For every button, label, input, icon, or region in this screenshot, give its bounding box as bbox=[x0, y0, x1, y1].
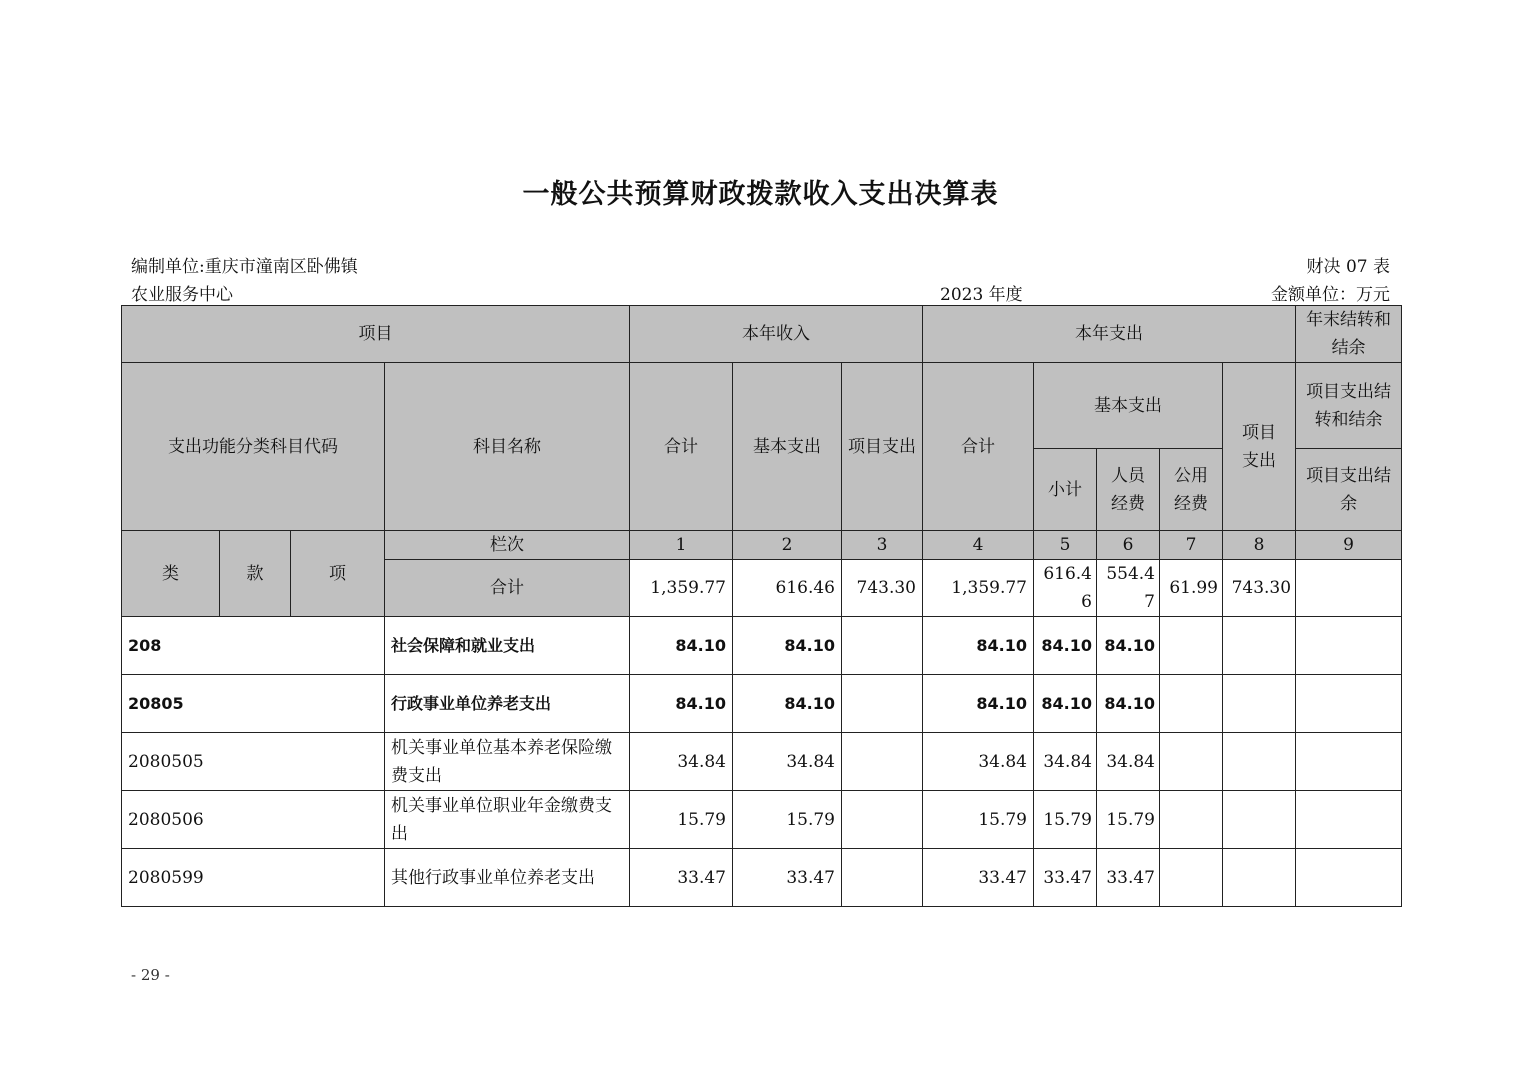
table-cell bbox=[1160, 849, 1223, 907]
table-cell: 34.84 bbox=[1097, 733, 1160, 791]
table-row bbox=[122, 733, 1402, 791]
page-number: - 29 - bbox=[131, 966, 170, 984]
header-expense: 本年支出 bbox=[923, 306, 1296, 363]
table-cell bbox=[1296, 849, 1402, 907]
table-cell bbox=[842, 617, 923, 675]
header-xiang: 项 bbox=[291, 531, 385, 617]
table-cell: 33.47 bbox=[923, 849, 1034, 907]
table-cell: 84.10 bbox=[1097, 617, 1160, 675]
col-num: 5 bbox=[1034, 531, 1097, 560]
header-func-code: 支出功能分类科目代码 bbox=[122, 363, 385, 531]
col-num: 9 bbox=[1296, 531, 1402, 560]
table-cell: 616.46 bbox=[733, 560, 842, 617]
form-code: 财决 07 表 bbox=[1306, 257, 1390, 277]
table-row bbox=[122, 791, 1402, 849]
header-kuan: 款 bbox=[220, 531, 291, 617]
table-row bbox=[122, 617, 1402, 675]
table-cell bbox=[842, 733, 923, 791]
header-income-basic: 基本支出 bbox=[733, 363, 842, 531]
table-cell bbox=[842, 675, 923, 733]
subject-name: 社会保障和就业支出 bbox=[385, 617, 630, 675]
table-cell: 34.84 bbox=[923, 733, 1034, 791]
header-column-seq: 栏次 bbox=[385, 531, 630, 560]
table-cell bbox=[1296, 560, 1402, 617]
col-num: 3 bbox=[842, 531, 923, 560]
subject-code: 2080505 bbox=[122, 733, 385, 791]
header-public: 公用经费 bbox=[1160, 449, 1223, 531]
header-income-project: 项目支出 bbox=[842, 363, 923, 531]
table-cell: 84.10 bbox=[1034, 617, 1097, 675]
compiling-unit: 编制单位:重庆市潼南区卧佛镇 bbox=[131, 257, 358, 277]
table-cell bbox=[1223, 675, 1296, 733]
header-personnel: 人员经费 bbox=[1097, 449, 1160, 531]
table-cell: 84.10 bbox=[630, 675, 733, 733]
table-cell bbox=[1160, 733, 1223, 791]
table-cell: 554.47 bbox=[1097, 560, 1160, 617]
subject-code: 20805 bbox=[122, 675, 385, 733]
col-num: 7 bbox=[1160, 531, 1223, 560]
table-cell: 33.47 bbox=[733, 849, 842, 907]
table-cell bbox=[1223, 849, 1296, 907]
subject-name: 机关事业单位基本养老保险缴费支出 bbox=[385, 733, 630, 791]
table-cell bbox=[1160, 791, 1223, 849]
fiscal-year: 2023 年度 bbox=[940, 285, 1023, 305]
table-cell bbox=[1223, 733, 1296, 791]
col-num: 2 bbox=[733, 531, 842, 560]
header-carryover: 年末结转和结余 bbox=[1296, 306, 1402, 363]
subject-code: 2080506 bbox=[122, 791, 385, 849]
header-expense-project: 项目支出 bbox=[1223, 363, 1296, 531]
subject-name: 机关事业单位职业年金缴费支出 bbox=[385, 791, 630, 849]
table-cell: 743.30 bbox=[842, 560, 923, 617]
table-cell: 616.46 bbox=[1034, 560, 1097, 617]
table-cell: 743.30 bbox=[1223, 560, 1296, 617]
table-cell bbox=[1223, 791, 1296, 849]
col-num: 4 bbox=[923, 531, 1034, 560]
table-cell: 15.79 bbox=[1097, 791, 1160, 849]
table-cell bbox=[1296, 617, 1402, 675]
compiling-unit-cont: 农业服务中心 bbox=[131, 285, 233, 305]
table-cell: 34.84 bbox=[1034, 733, 1097, 791]
table-cell: 34.84 bbox=[733, 733, 842, 791]
table-cell: 84.10 bbox=[1097, 675, 1160, 733]
table-cell bbox=[1160, 617, 1223, 675]
table-cell: 1,359.77 bbox=[630, 560, 733, 617]
table-cell: 15.79 bbox=[1034, 791, 1097, 849]
header-project-carryover: 项目支出结转和结余 bbox=[1296, 363, 1402, 449]
table-cell bbox=[1296, 675, 1402, 733]
subject-code: 2080599 bbox=[122, 849, 385, 907]
table-cell: 33.47 bbox=[630, 849, 733, 907]
header-lei: 类 bbox=[122, 531, 220, 617]
header-income-total: 合计 bbox=[630, 363, 733, 531]
table-cell: 33.47 bbox=[1097, 849, 1160, 907]
header-income: 本年收入 bbox=[630, 306, 923, 363]
col-num: 1 bbox=[630, 531, 733, 560]
header-subtotal: 小计 bbox=[1034, 449, 1097, 531]
table-cell bbox=[1296, 791, 1402, 849]
table-row bbox=[122, 849, 1402, 907]
header-expense-total: 合计 bbox=[923, 363, 1034, 531]
table-cell: 84.10 bbox=[733, 617, 842, 675]
table-cell: 84.10 bbox=[1034, 675, 1097, 733]
table-cell: 84.10 bbox=[733, 675, 842, 733]
subject-name: 其他行政事业单位养老支出 bbox=[385, 849, 630, 907]
table-cell: 1,359.77 bbox=[923, 560, 1034, 617]
header-project: 项目 bbox=[122, 306, 630, 363]
table-cell: 84.10 bbox=[923, 675, 1034, 733]
budget-table bbox=[121, 305, 1402, 907]
table-cell: 33.47 bbox=[1034, 849, 1097, 907]
header-subject-name: 科目名称 bbox=[385, 363, 630, 531]
header-expense-basic: 基本支出 bbox=[1034, 363, 1223, 449]
table-row bbox=[122, 675, 1402, 733]
table-cell: 15.79 bbox=[923, 791, 1034, 849]
table-cell: 15.79 bbox=[630, 791, 733, 849]
table-cell bbox=[1296, 733, 1402, 791]
table-cell bbox=[842, 849, 923, 907]
table-cell bbox=[1160, 675, 1223, 733]
subject-name: 行政事业单位养老支出 bbox=[385, 675, 630, 733]
table-cell: 15.79 bbox=[733, 791, 842, 849]
amount-unit: 金额单位：万元 bbox=[1271, 285, 1390, 305]
table-cell bbox=[842, 791, 923, 849]
table-cell: 84.10 bbox=[630, 617, 733, 675]
col-num: 6 bbox=[1097, 531, 1160, 560]
subject-code: 208 bbox=[122, 617, 385, 675]
table-cell: 34.84 bbox=[630, 733, 733, 791]
page-title: 一般公共预算财政拨款收入支出决算表 bbox=[522, 179, 999, 210]
header-project-balance: 项目支出结余 bbox=[1296, 449, 1402, 531]
grand-total-label: 合计 bbox=[385, 560, 630, 617]
table-cell: 84.10 bbox=[923, 617, 1034, 675]
table-cell bbox=[1223, 617, 1296, 675]
col-num: 8 bbox=[1223, 531, 1296, 560]
table-cell: 61.99 bbox=[1160, 560, 1223, 617]
